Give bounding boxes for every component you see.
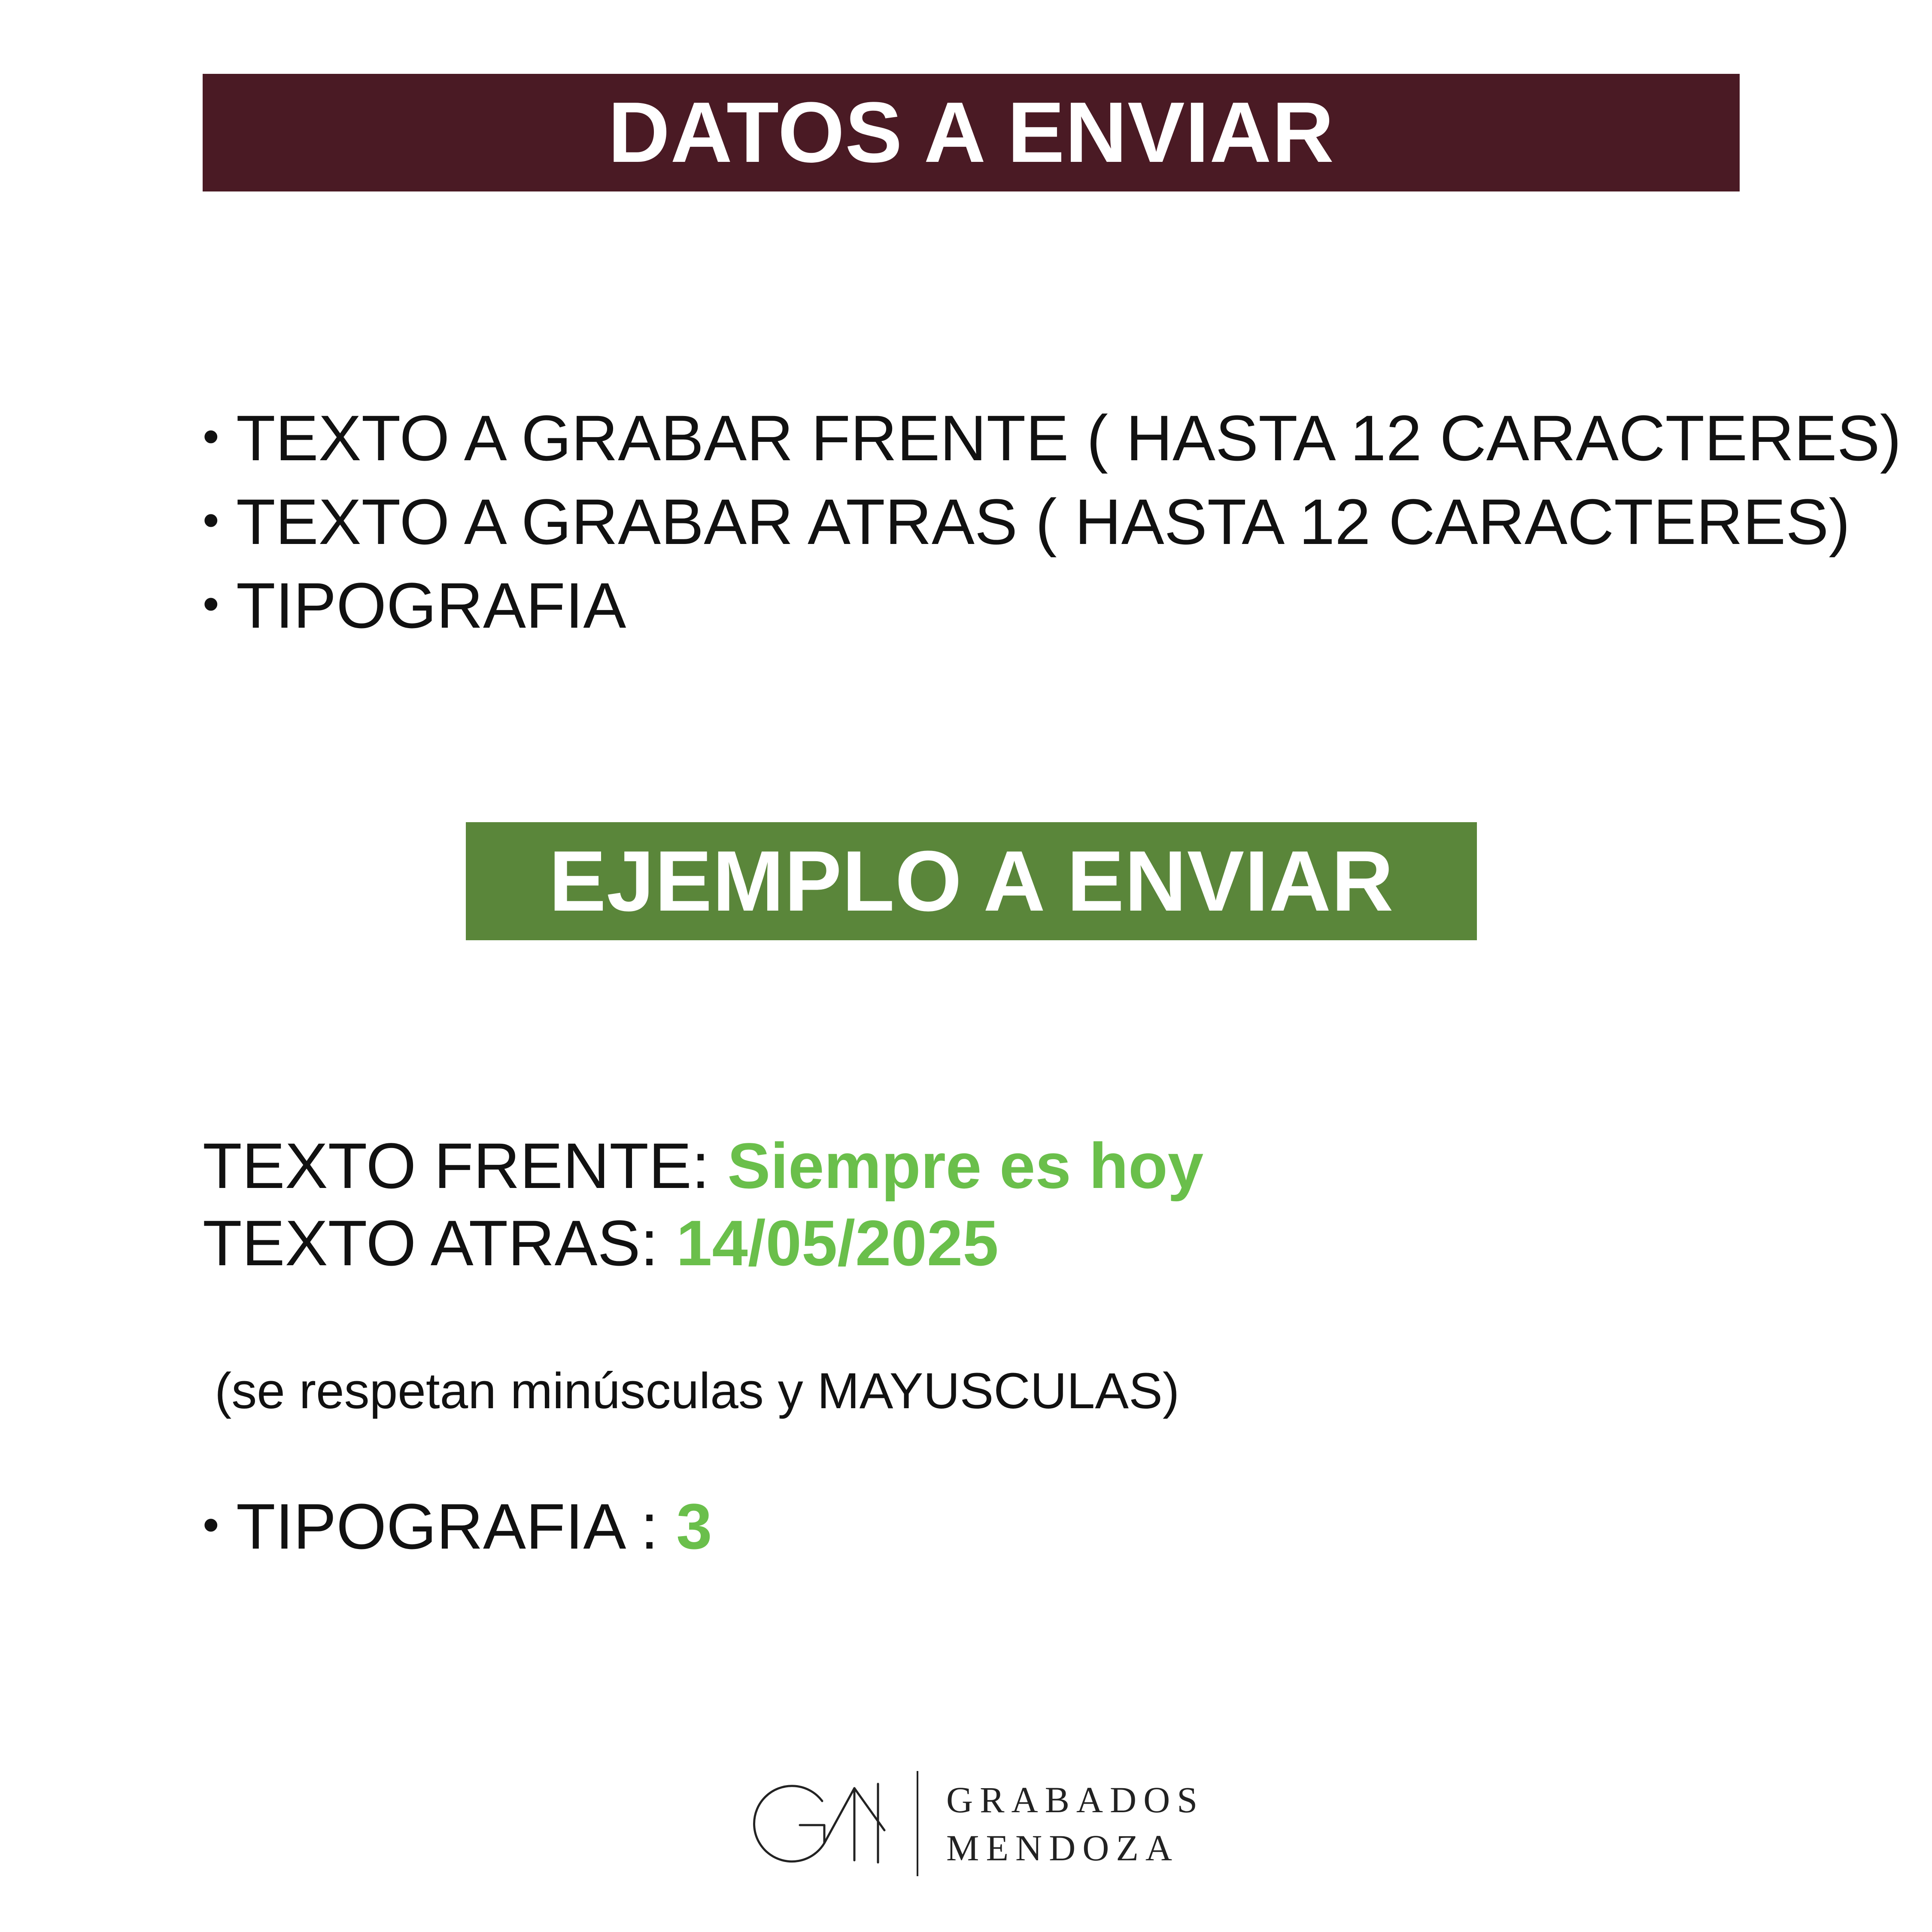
bullet-icon: • (203, 577, 219, 630)
example-front-value: Siempre es hoy (727, 1130, 1204, 1202)
example-texts (203, 1127, 1203, 1282)
logo-divider (917, 1771, 918, 1876)
example-back-line (203, 1204, 1203, 1282)
example-back-value: 14/05/2025 (676, 1207, 999, 1279)
brand-name-line2: MENDOZA (946, 1827, 1179, 1868)
example-front-line (203, 1127, 1203, 1204)
example-back-label: TEXTO ATRAS: (203, 1207, 659, 1279)
example-front-label: TEXTO FRENTE: (203, 1130, 710, 1202)
ejemplo-header-banner (466, 822, 1477, 940)
datos-header-banner (203, 74, 1740, 191)
bullet-icon: • (203, 410, 219, 463)
requirement-item-tipografia (203, 567, 1902, 650)
datos-header-title: DATOS A ENVIAR (608, 85, 1334, 180)
example-tipografia-value: 3 (676, 1490, 712, 1562)
requirements-list (203, 399, 1902, 650)
bullet-icon: • (203, 1498, 219, 1551)
case-sensitivity-note: (se respetan minúsculas y MAYUSCULAS) (215, 1363, 1180, 1419)
requirement-item-back (203, 483, 1902, 567)
requirement-text: TIPOGRAFIA (236, 569, 626, 641)
brand-name (946, 1776, 1204, 1872)
brand-name-line1: GRABADOS (946, 1779, 1205, 1820)
bullet-icon: • (203, 494, 219, 547)
example-tipografia-line (203, 1488, 712, 1571)
gm-monogram-icon (745, 1779, 887, 1869)
requirement-text: TEXTO A GRABAR ATRAS ( HASTA 12 CARACTERES) (236, 486, 1850, 558)
brand-logo (745, 1771, 1204, 1876)
requirement-text: TEXTO A GRABAR FRENTE ( HASTA 12 CARACTERES) (236, 402, 1902, 474)
requirement-item-front (203, 399, 1902, 483)
ejemplo-header-title: EJEMPLO A ENVIAR (549, 833, 1394, 929)
example-tipografia-label: TIPOGRAFIA : (236, 1490, 659, 1562)
